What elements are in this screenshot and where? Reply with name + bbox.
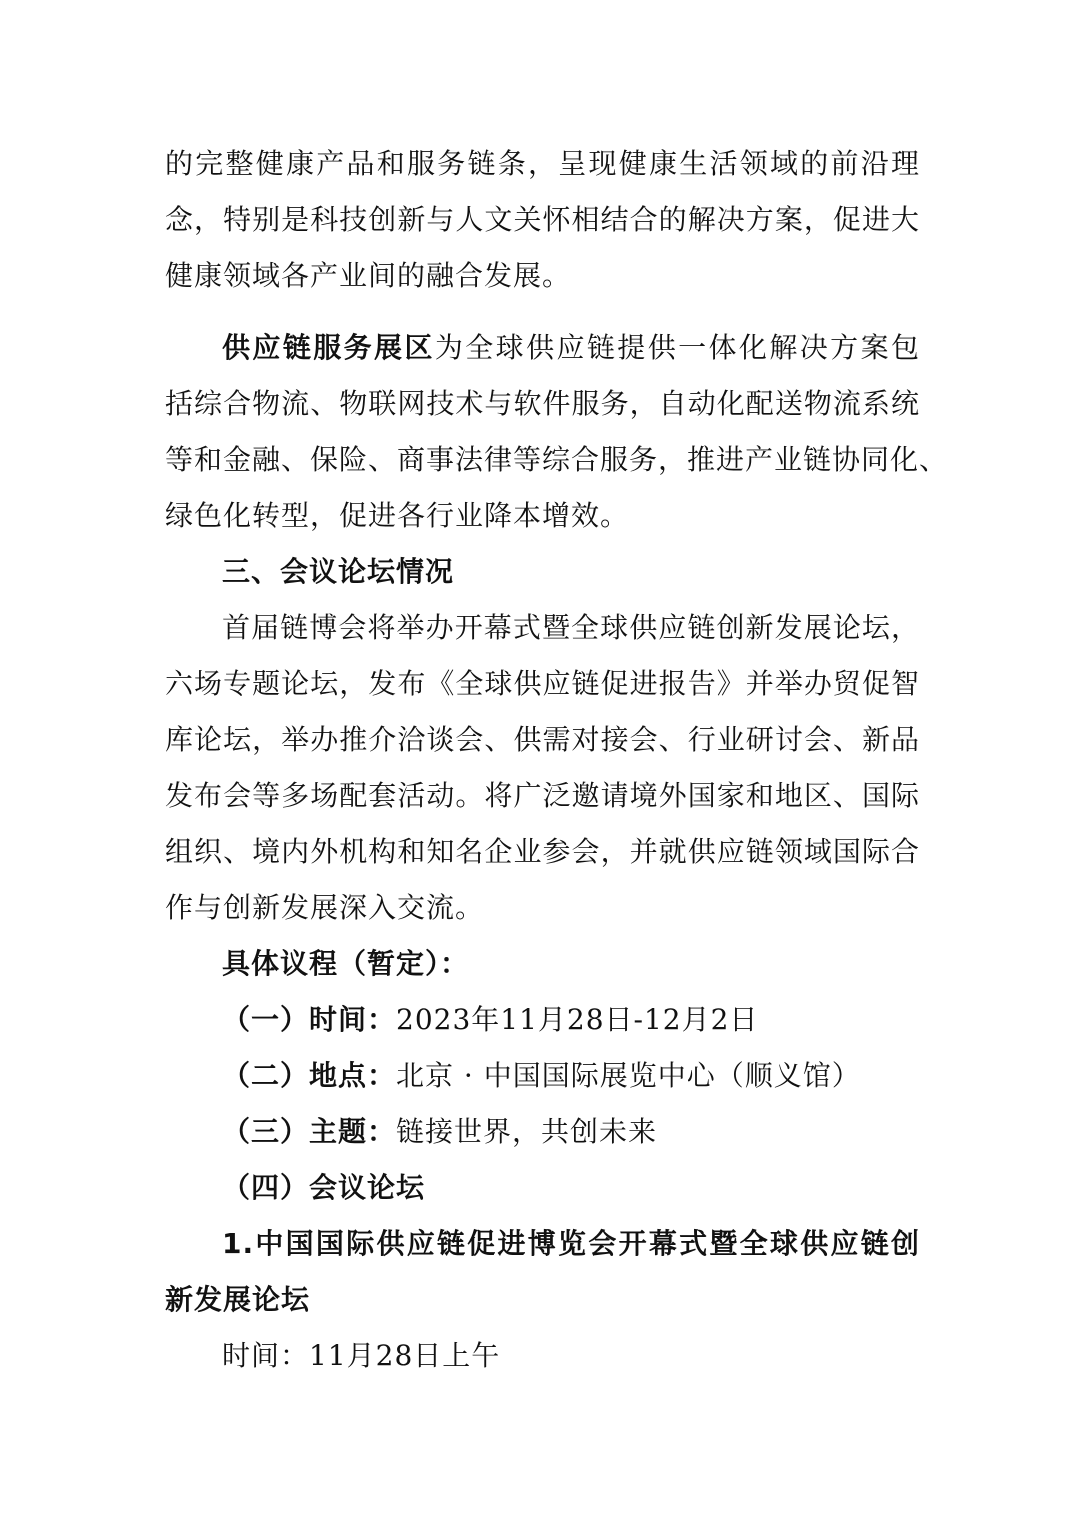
text-line: 括综合物流、物联网技术与软件服务，自动化配送物流系统 bbox=[165, 387, 920, 420]
forum-time: 时间：11月28日上午 bbox=[222, 1339, 501, 1372]
forum-title-line: 新发展论坛 bbox=[165, 1283, 311, 1316]
text-line: 等和金融、保险、商事法律等综合服务，推进产业链协同化、 bbox=[165, 443, 949, 476]
agenda-value: 2023年11月28日-12月2日 bbox=[396, 1003, 759, 1036]
forum-1 bbox=[165, 1216, 920, 1384]
agenda bbox=[165, 936, 920, 1216]
text-line: 念，特别是科技创新与人文关怀相结合的解决方案，促进大 bbox=[165, 203, 920, 236]
text-line: 发布会等多场配套活动。将广泛邀请境外国家和地区、国际 bbox=[165, 779, 920, 812]
agenda-value: 北京 · 中国国际展览中心（顺义馆） bbox=[396, 1059, 861, 1092]
text-line: 六场专题论坛，发布《全球供应链促进报告》并举办贸促智 bbox=[165, 667, 920, 700]
document-page bbox=[165, 136, 949, 1384]
agenda-label: （二）地点： bbox=[222, 1059, 397, 1092]
text-span: 为全球供应链提供一体化解决方案包 bbox=[434, 331, 920, 364]
paragraph-gap bbox=[165, 304, 920, 320]
agenda-title: 具体议程（暂定）： bbox=[222, 947, 470, 980]
agenda-venue bbox=[165, 1048, 920, 1104]
text-line: 的完整健康产品和服务链条，呈现健康生活领域的前沿理 bbox=[165, 147, 920, 180]
agenda-value: 链接世界，共创未来 bbox=[396, 1115, 658, 1148]
text-line: 库论坛，举办推介洽谈会、供需对接会、行业研讨会、新品 bbox=[165, 723, 920, 756]
text-line: 组织、境内外机构和知名企业参会，并就供应链领域国际合 bbox=[165, 835, 920, 868]
paragraph-supply-chain bbox=[165, 320, 949, 544]
text-line: 首届链博会将举办开幕式暨全球供应链创新发展论坛， bbox=[222, 611, 920, 644]
text-line: 健康领域各产业间的融合发展。 bbox=[165, 259, 572, 292]
paragraph-health bbox=[165, 136, 920, 304]
exhibit-area-name: 供应链服务展区 bbox=[222, 331, 435, 364]
agenda-theme bbox=[165, 1104, 920, 1160]
agenda-forums-title: （四）会议论坛 bbox=[222, 1171, 426, 1204]
agenda-time bbox=[165, 992, 920, 1048]
section-heading: 三、会议论坛情况 bbox=[222, 555, 455, 588]
text-line bbox=[165, 320, 920, 376]
forum-title-line: 1.中国国际供应链促进博览会开幕式暨全球供应链创 bbox=[222, 1227, 920, 1260]
paragraph-forums bbox=[165, 600, 920, 936]
text-line: 作与创新发展深入交流。 bbox=[165, 891, 485, 924]
agenda-label: （一）时间： bbox=[222, 1003, 397, 1036]
agenda-label: （三）主题： bbox=[222, 1115, 397, 1148]
text-line: 绿色化转型，促进各行业降本增效。 bbox=[165, 499, 630, 532]
